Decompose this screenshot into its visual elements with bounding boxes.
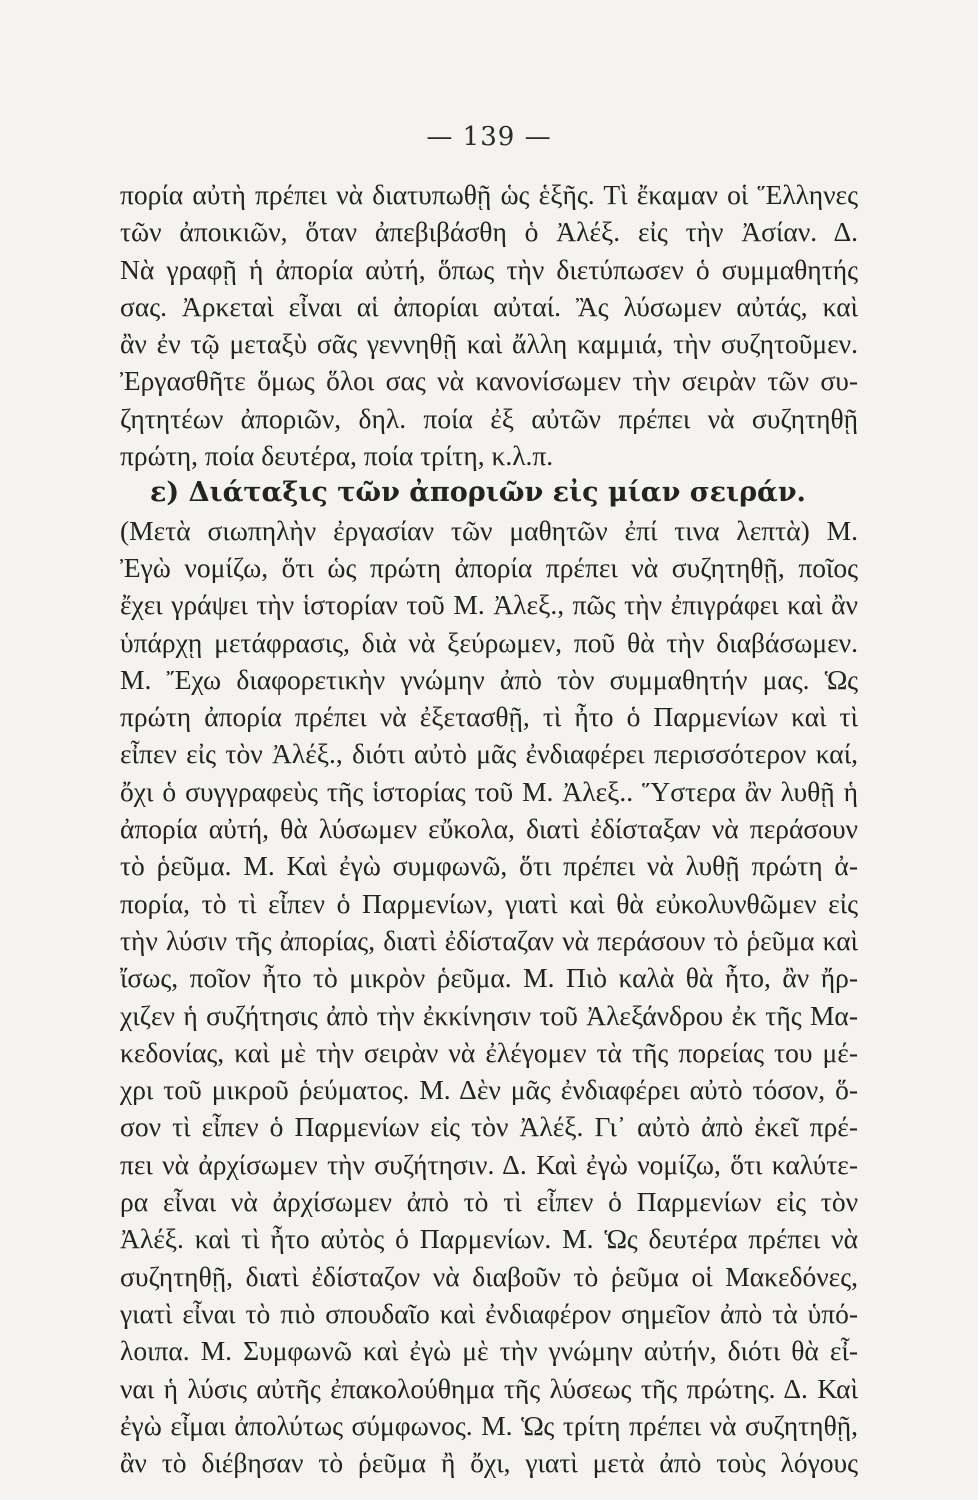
text-line: ὑπάρχῃ μετάφρασις, διὰ νὰ ξεύρωμεν, ποῦ θὰ τὴν διαβάσωμεν. (120, 626, 858, 658)
text-line: ἂν τὸ διέβησαν τὸ ῥεῦμα ἢ ὄχι, γιατὶ μετὰ ἀπὸ τοὺς λόγους (120, 1447, 858, 1479)
text-line: τὸ ῥεῦμα. Μ. Καὶ ἐγὼ συμφωνῶ, ὅτι πρέπει νὰ λυθῇ πρώτη ἀ- (120, 850, 858, 882)
text-line: σον τὶ εἶπεν ὁ Παρμενίων εἰς τὸν Ἀλέξ. Γι᾽ αὐτὸ ἀπὸ ἐκεῖ πρέ- (120, 1111, 858, 1143)
text-line: ἂν ἐν τῷ μεταξὺ σᾶς γεννηθῇ καὶ ἄλλη καμμιά, τὴν συζητοῦμεν. (120, 328, 858, 360)
text-line: γιατὶ εἶναι τὸ πιὸ σπουδαῖο καὶ ἐνδιαφέρον σημεῖον ἀπὸ τὰ ὑπό- (120, 1297, 858, 1329)
text-line: Νὰ γραφῇ ἡ ἀπορία αὐτή, ὅπως τὴν διετύπωσεν ὁ συμμαθητής (120, 253, 858, 285)
text-line: ἀπορία αὐτή, θὰ λύσωμεν εὔκολα, διατὶ ἐδίσταξαν νὰ περάσουν (120, 813, 858, 845)
section-heading: ε) Διάταξις τῶν ἀποριῶν εἰς μίαν σειράν. (150, 477, 806, 509)
text-line: κεδονίας, καὶ μὲ τὴν σειρὰν νὰ ἐλέγομεν τὰ τῆς πορείας του μέ- (120, 1036, 858, 1068)
text-line: ναι ἡ λύσις αὐτῆς ἐπακολούθημα τῆς λύσεως τῆς πρώτης. Δ. Καὶ (120, 1372, 858, 1404)
text-line: τῶν ἀποικιῶν, ὅταν ἀπεβιβάσθη ὁ Ἀλέξ. εἰς τὴν Ἀσίαν. Δ. (120, 216, 858, 248)
text-line: τὴν λύσιν τῆς ἀπορίας, διατὶ ἐδίσταζαν νὰ περάσουν τὸ ῥεῦμα καὶ (120, 924, 858, 956)
text-line: Ἐργασθῆτε ὅμως ὅλοι σας νὰ κανονίσωμεν τὴν σειρὰν τῶν συ- (120, 365, 858, 397)
text-line: Μ. Ἔχω διαφορετικὴν γνώμην ἀπὸ τὸν συμμαθητήν μας. Ὡς (120, 663, 858, 695)
text-line: Ἀλέξ. καὶ τὶ ἦτο αὐτὸς ὁ Παρμενίων. Μ. Ὡς δευτέρα πρέπει νὰ (120, 1223, 858, 1255)
text-line: πρώτη ἀπορία πρέπει νὰ ἐξετασθῇ, τὶ ἦτο ὁ Παρμενίων καὶ τὶ (120, 701, 858, 733)
text-line: χρι τοῦ μικροῦ ῥεύματος. Μ. Δὲν μᾶς ἐνδιαφέρει αὐτὸ τόσον, ὅ- (120, 1074, 858, 1106)
text-line: σας. Ἀρκεταὶ εἶναι αἱ ἀπορίαι αὐταί. Ἂς λύσωμεν αὐτάς, καὶ (120, 290, 858, 322)
text-line: χιζεν ἡ συζήτησις ἀπὸ τὴν ἐκκίνησιν τοῦ Ἀλεξάνδρου ἐκ τῆς Μα- (120, 999, 858, 1031)
text-line: (Μετὰ σιωπηλὴν ἐργασίαν τῶν μαθητῶν ἐπί τινα λεπτὰ) Μ. (120, 514, 858, 546)
text-line: ὄχι ὁ συγγραφεὺς τῆς ἱστορίας τοῦ Μ. Ἀλεξ.. Ὕστερα ἂν λυθῇ ἡ (120, 775, 858, 807)
text-line: ρα εἶναι νὰ ἀρχίσωμεν ἀπὸ τὸ τὶ εἶπεν ὁ Παρμενίων εἰς τὸν (120, 1186, 858, 1218)
page-number: — 139 — (426, 122, 552, 152)
text-line: ἔχει γράψει τὴν ἱστορίαν τοῦ Μ. Ἀλεξ., πῶς τὴν ἐπιγράφει καὶ ἂν (120, 589, 858, 621)
body-text (120, 176, 858, 1481)
text-line: Ἐγὼ νομίζω, ὅτι ὡς πρώτη ἀπορία πρέπει νὰ συζητηθῇ, ποῖος (120, 551, 858, 583)
text-line: πει νὰ ἀρχίσωμεν τὴν συζήτησιν. Δ. Καὶ ἐγὼ νομίζω, ὅτι καλύτε- (120, 1148, 858, 1180)
text-line: εἶπεν εἰς τὸν Ἀλέξ., διότι αὐτὸ μᾶς ἐνδιαφέρει περισσότερον καί, (120, 738, 858, 770)
text-line: πορία, τὸ τὶ εἶπεν ὁ Παρμενίων, γιατὶ καὶ θὰ εὐκολυνθῶμεν εἰς (120, 887, 858, 919)
text-line: πρώτη, ποία δευτέρα, ποία τρίτη, κ.λ.π. (120, 440, 554, 472)
text-line: ἴσως, ποῖον ἦτο τὸ μικρὸν ῥεῦμα. Μ. Πιὸ καλὰ θὰ ἦτο, ἂν ἤρ- (120, 962, 858, 994)
text-line: λοιπα. Μ. Συμφωνῶ καὶ ἐγὼ μὲ τὴν γνώμην αὐτήν, διότι θὰ εἶ- (120, 1335, 858, 1367)
text-line: ζητητέων ἀποριῶν, δηλ. ποία ἐξ αὐτῶν πρέπει νὰ συζητηθῇ (120, 402, 858, 434)
text-line: ἐγὼ εἶμαι ἀπολύτως σύμφωνος. Μ. Ὡς τρίτη πρέπει νὰ συζητηθῇ, (120, 1409, 858, 1441)
text-line: πορία αὐτὴ πρέπει νὰ διατυπωθῇ ὡς ἑξῆς. Τὶ ἔκαμαν οἱ Ἕλληνες (120, 179, 858, 210)
text-line: συζητηθῇ, διατὶ ἐδίσταζον νὰ διαβοῦν τὸ ῥεῦμα οἱ Μακεδόνες, (120, 1260, 858, 1292)
